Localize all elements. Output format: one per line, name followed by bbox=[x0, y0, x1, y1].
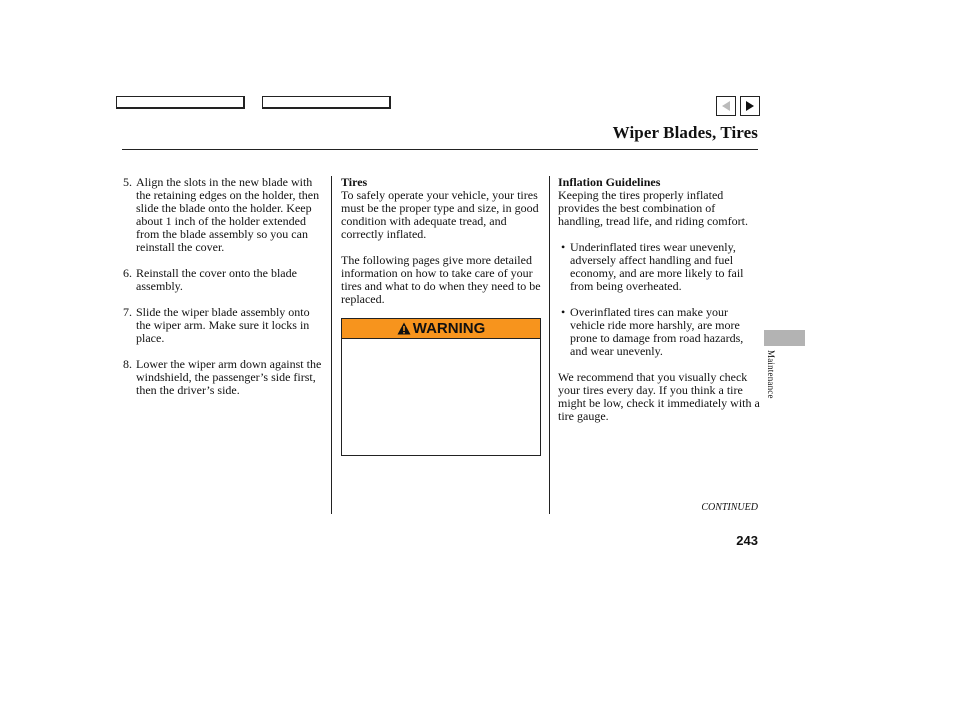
step-number: 7. bbox=[123, 305, 132, 319]
list-item bbox=[558, 306, 760, 358]
title-rule bbox=[122, 149, 758, 150]
nav-link-contents[interactable] bbox=[116, 96, 245, 109]
tires-heading: Tires bbox=[341, 175, 368, 189]
bullet-icon: • bbox=[561, 305, 566, 319]
bullet-icon: • bbox=[561, 240, 566, 254]
step-item bbox=[123, 358, 323, 397]
list-item bbox=[558, 241, 760, 293]
warning-header bbox=[342, 319, 540, 339]
step-text: Reinstall the cover onto the blade assembly. bbox=[136, 266, 297, 293]
tires-paragraph: The following pages give more detailed information on how to take care of your tires and what to do when they need to be replaced. bbox=[341, 253, 541, 306]
inflation-heading: Inflation Guidelines bbox=[558, 175, 661, 189]
right-column bbox=[558, 176, 760, 436]
page-title: Wiper Blades, Tires bbox=[612, 123, 758, 142]
column-divider-left bbox=[331, 176, 332, 514]
step-item bbox=[123, 176, 323, 254]
inflation-closing: We recommend that you visually check your tires every day. If you think a tire might be low, check it immediately with a tire gauge. bbox=[558, 370, 760, 423]
next-page-button[interactable] bbox=[740, 96, 760, 116]
inflation-intro: Keeping the tires properly inflated provides the best combination of handling, tread life, and riding comfort. bbox=[558, 188, 748, 228]
step-text: Align the slots in the new blade with the retaining edges on the holder, then slide the blade onto the holder. Keep about 1 inch of the holder extended from the blade assembly so you can reinstall the cover. bbox=[136, 175, 320, 254]
warning-label: WARNING bbox=[412, 320, 486, 337]
tires-paragraph: To safely operate your vehicle, your tires must be the proper type and size, in good condition with adequate tread, and correctly inflated. bbox=[341, 188, 539, 241]
column-divider-right bbox=[549, 176, 550, 514]
triangle-left-icon bbox=[721, 101, 731, 111]
warning-box bbox=[341, 318, 541, 456]
bullet-text: Underinflated tires wear unevenly, adversely affect handling and fuel economy, and are more likely to fail from being overheated. bbox=[570, 240, 744, 293]
step-number: 6. bbox=[123, 266, 132, 280]
step-number: 5. bbox=[123, 175, 132, 189]
page-number: 243 bbox=[736, 533, 758, 548]
step-item bbox=[123, 267, 323, 293]
step-number: 8. bbox=[123, 357, 132, 371]
step-text: Slide the wiper blade assembly onto the wiper arm. Make sure it locks in place. bbox=[136, 305, 310, 345]
prev-page-button[interactable] bbox=[716, 96, 736, 116]
continued-label: CONTINUED bbox=[701, 502, 758, 513]
bullet-text: Overinflated tires can make your vehicle ride more harshly, are more prone to damage from road hazards, and wear unevenly. bbox=[570, 305, 744, 358]
section-label: Maintenance bbox=[766, 350, 776, 399]
section-tab[interactable] bbox=[764, 330, 805, 346]
step-text: Lower the wiper arm down against the windshield, the passenger’s side first, then the driver’s side. bbox=[136, 357, 322, 397]
nav-link-index[interactable] bbox=[262, 96, 391, 109]
step-item bbox=[123, 306, 323, 345]
warning-triangle-icon bbox=[397, 322, 411, 335]
left-column bbox=[123, 176, 323, 410]
middle-column bbox=[341, 176, 541, 319]
triangle-right-icon bbox=[745, 101, 755, 111]
